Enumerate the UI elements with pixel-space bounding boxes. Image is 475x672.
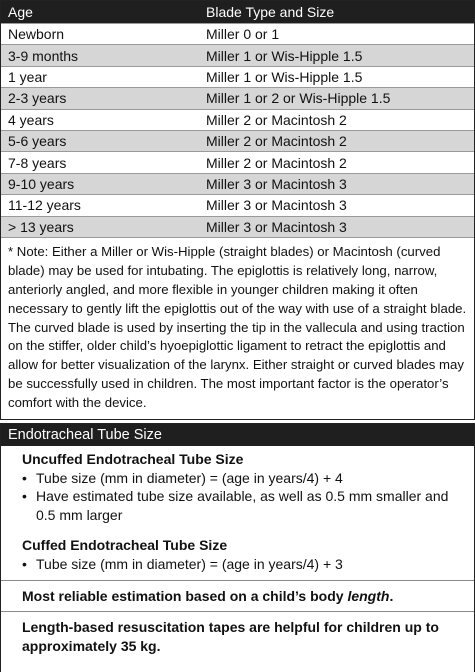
bullet-icon: • — [22, 469, 27, 486]
blade-cell: Miller 3 or Macintosh 3 — [199, 173, 474, 194]
blade-cell: Miller 2 or Macintosh 2 — [199, 130, 474, 151]
cuffed-title: Cuffed Endotracheal Tube Size — [22, 537, 228, 554]
age-cell: 3-9 months — [1, 45, 199, 66]
age-cell: 4 years — [1, 109, 199, 130]
table-row — [1, 45, 474, 66]
age-cell: > 13 years — [1, 216, 199, 237]
blade-cell: Miller 0 or 1 — [199, 24, 474, 45]
table-row — [1, 216, 474, 237]
bullet-icon: • — [22, 555, 27, 572]
reliable-emphasis: length — [347, 587, 390, 604]
cuffed-bullet-list — [22, 555, 464, 574]
list-item — [22, 487, 464, 524]
table-row — [1, 88, 474, 109]
list-item-text: Have estimated tube size available, as well as 0.5 mm smaller and 0.5 mm larger — [36, 488, 449, 523]
list-item — [22, 469, 464, 488]
blade-note: * Note: Either a Miller or Wis-Hipple (straight blades) or Macintosh (curved blade) may be used for intubating. The epiglottis is relatively long, narrow, anteriorly angled, and more flexible in younger children making it often necessary to gently lift the epiglottis out of the way with use of a straight blade. The curved blade is used by inserting the tip in the vallecula and using traction on the stiffer, older child’s hyoepiglottic ligament to retract the epiglottis and allow for better visualization of the larynx. Either straight or curved blades may be successfully used in children. The most important factor is the operator’s comfort with the device. — [1, 237, 474, 419]
tube-size-panel — [0, 423, 475, 672]
age-cell: 7-8 years — [1, 152, 199, 173]
tube-section-title: Endotracheal Tube Size — [1, 424, 474, 446]
table-row — [1, 130, 474, 151]
table-row — [1, 195, 474, 216]
age-cell: 9-10 years — [1, 173, 199, 194]
uncuffed-bullet-list — [22, 469, 464, 525]
age-cell: 2-3 years — [1, 88, 199, 109]
blade-cell: Miller 3 or Macintosh 3 — [199, 195, 474, 216]
age-cell: 11-12 years — [1, 195, 199, 216]
reliable-prefix: Most reliable estimation based on a child’s body — [22, 587, 348, 604]
age-cell: Newborn — [1, 24, 199, 45]
table-row — [1, 109, 474, 130]
age-cell: 5-6 years — [1, 130, 199, 151]
table-row — [1, 173, 474, 194]
age-cell: 1 year — [1, 66, 199, 87]
uncuffed-title: Uncuffed Endotracheal Tube Size — [22, 451, 244, 467]
blade-size-table — [1, 1, 474, 237]
blade-cell: Miller 1 or 2 or Wis-Hipple 1.5 — [199, 88, 474, 109]
blade-cell: Miller 2 or Macintosh 2 — [199, 152, 474, 173]
list-item-text: Tube size (mm in diameter) = (age in years/4) + 4 — [36, 469, 343, 486]
blade-column-header: Blade Type and Size — [199, 1, 474, 24]
blade-cell: Miller 1 or Wis-Hipple 1.5 — [199, 66, 474, 87]
blade-cell: Miller 1 or Wis-Hipple 1.5 — [199, 45, 474, 66]
list-item-text: Tube size (mm in diameter) = (age in years/4) + 3 — [36, 555, 343, 572]
blade-cell: Miller 2 or Macintosh 2 — [199, 109, 474, 130]
bullet-icon: • — [22, 488, 27, 505]
reliable-suffix: . — [389, 587, 394, 604]
reliable-estimation-text — [22, 587, 464, 606]
table-row — [1, 24, 474, 45]
age-column-header: Age — [1, 1, 199, 24]
tube-section-body — [1, 446, 474, 655]
table-row — [1, 66, 474, 87]
table-row — [1, 152, 474, 173]
table-header-row — [1, 1, 474, 24]
list-item — [22, 555, 464, 574]
resuscitation-tapes-text: Length-based resuscitation tapes are helpful for children up to approximately 35 kg. — [22, 619, 439, 654]
blade-cell: Miller 3 or Macintosh 3 — [199, 216, 474, 237]
